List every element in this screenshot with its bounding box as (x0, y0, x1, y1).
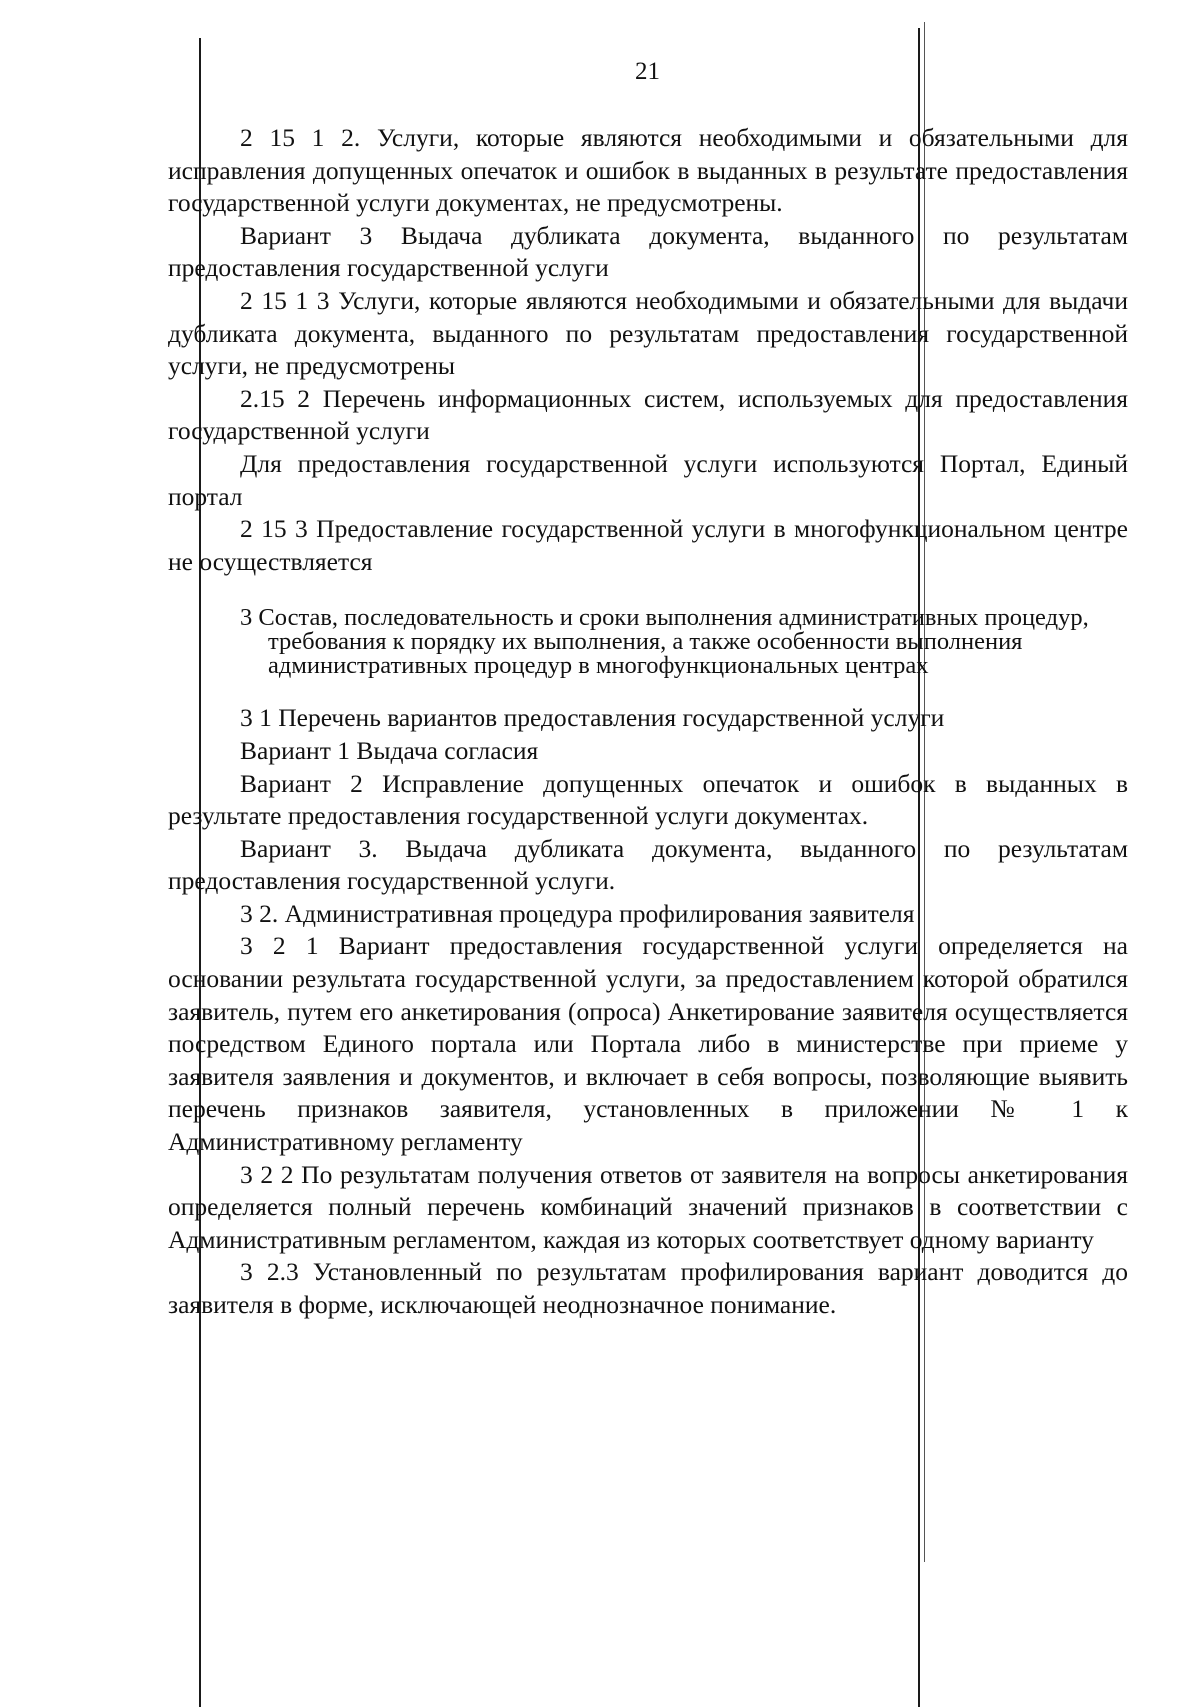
paragraph: 2 15 3 Предоставление государственной услуги в многофункциональном центре не осуществляется (168, 514, 1128, 576)
paragraph: Вариант 3. Выдача дубликата документа, выданного по результатам предоставления государственной услуги. (168, 833, 1128, 896)
paragraph: Для предоставления государственной услуги используются Портал, Единый портал (168, 448, 1128, 511)
page-number: 21 (635, 58, 660, 85)
paragraph: 3 2.3 Установленный по результатам профилирования вариант доводится до заявителя в форме, исключающей неоднозначное понимание. (168, 1257, 1128, 1319)
paragraph: Вариант 3 Выдача дубликата документа, выданного по результатам предоставления государственной услуги (168, 220, 1128, 283)
paragraph: 3 2 2 По результатам получения ответов от заявителя на вопросы анкетирования определяется полный перечень комбинаций значений признаков в соответствии с Административным регламентом, каждая из которых соответствует одному варианту (168, 1159, 1128, 1254)
paragraph: 3 2. Административная процедура профилирования заявителя (240, 898, 915, 928)
paragraph: 3 1 Перечень вариантов предоставления государственной услуги (240, 703, 945, 733)
section-heading: 3 Состав, последовательность и сроки выполнения административных процедур, требования к порядку их выполнения, а также особенности выполнения административных процедур в многофункциональных центрах (240, 604, 1089, 680)
paragraph: 3 2 1 Вариант предоставления государственной услуги определяется на основании результата государственной услуги, за предоставлением которой обратился заявитель, путем его анкетирования (опроса) Анкетирование заявителя осуществляется посредством Единого портала или Портала либо в министерстве при приеме у заявителя заявления и документов, и включает в себя вопросы, позволяющие выявить перечень признаков заявителя, установленных в приложении № 1 к Административному регламенту (168, 931, 1128, 1157)
paragraph: Вариант 1 Выдача согласия (240, 735, 539, 765)
paragraph: 2.15 2 Перечень информационных систем, используемых для предоставления государственной услуги (168, 383, 1128, 446)
document-body (168, 122, 1128, 1322)
paragraph: Вариант 2 Исправление допущенных опечаток и ошибок в выданных в результате предоставления государственной услуги документах. (168, 768, 1128, 831)
paragraph: 2 15 1 2. Услуги, которые являются необходимыми и обязательными для исправления допущенных опечаток и ошибок в выданных в результате предоставления государственной услуги документах, не предусмотрены. (168, 123, 1128, 218)
paragraph: 2 15 1 3 Услуги, которые являются необходимыми и обязательными для выдачи дубликата документа, выданного по результатам предоставления государственной услуги, не предусмотрены (168, 285, 1128, 381)
